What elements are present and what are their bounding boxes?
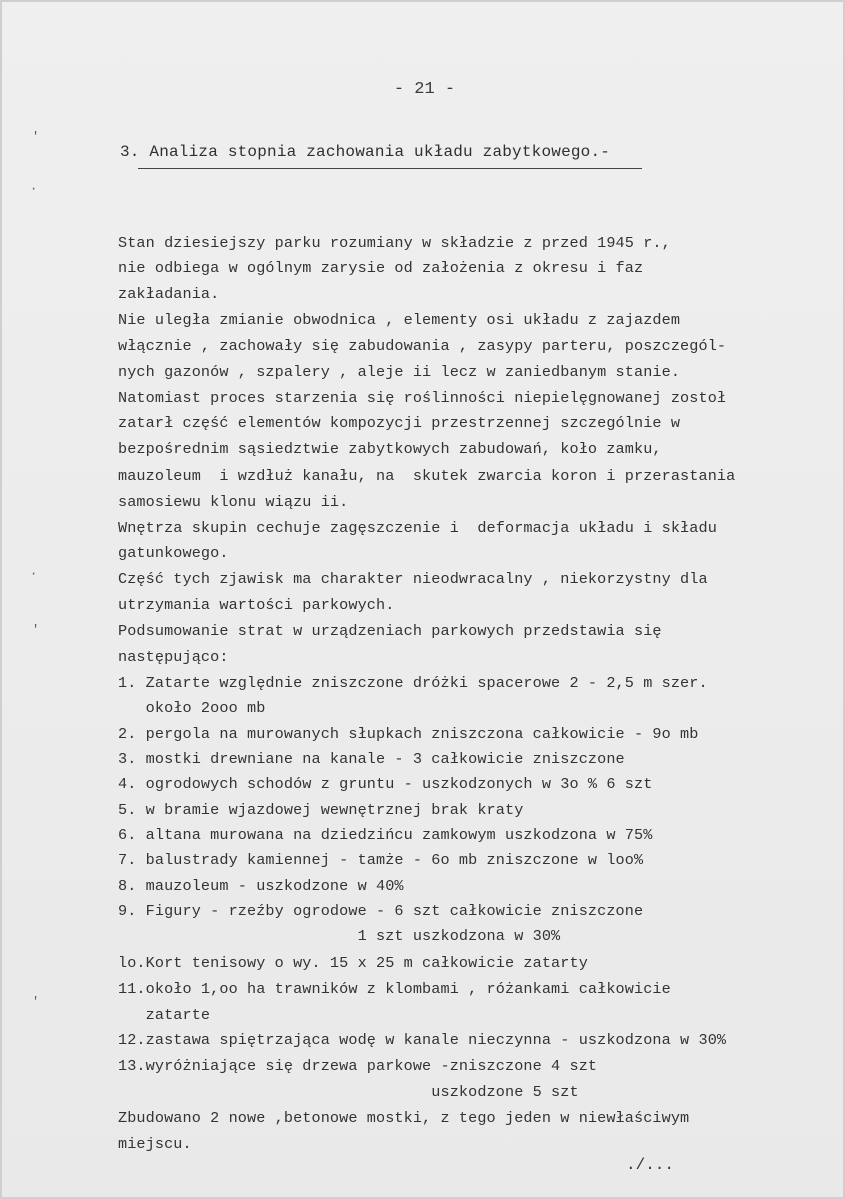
text-line: nie odbiega w ogólnym zarysie od założenia z okresu i faz <box>118 259 644 277</box>
text-line: 9. Figury - rzeźby ogrodowe - 6 szt całkowicie zniszczone <box>118 902 644 920</box>
text-line: 1 szt uszkodzona w 30% <box>118 927 561 945</box>
text-line: 13.wyróżniające się drzewa parkowe -zniszczone 4 szt <box>118 1057 598 1075</box>
text-line: 7. balustrady kamiennej - tamże - 6o mb zniszczone w loo% <box>118 851 644 869</box>
text-line: 12.zastawa spiętrzająca wodę w kanale nieczynna - uszkodzona w 30% <box>118 1031 727 1049</box>
text-line: 11.około 1,oo ha trawników z klombami , różankami całkowicie <box>118 980 671 998</box>
continuation-mark: ./... <box>626 1156 675 1174</box>
margin-tick: ' <box>32 995 40 1009</box>
text-line: 1. Zatarte względnie zniszczone dróżki spacerowe 2 - 2,5 m szer. <box>118 674 708 692</box>
text-line: lo.Kort tenisowy o wy. 15 x 25 m całkowicie zatarty <box>118 954 588 972</box>
text-line: mauzoleum i wzdłuż kanału, na skutek zwarcia koron i przerastania <box>118 467 736 485</box>
text-line: gatunkowego. <box>118 544 229 562</box>
text-line: bezpośrednim sąsiedztwie zabytkowych zabudowań, koło zamku, <box>118 440 662 458</box>
text-line: zakładania. <box>118 285 220 303</box>
text-line: 3. mostki drewniane na kanale - 3 całkowicie zniszczone <box>118 750 625 768</box>
text-line: Stan dziesiejszy parku rozumiany w składzie z przed 1945 r., <box>118 234 671 252</box>
margin-tick: · <box>30 567 38 581</box>
text-line: uszkodzone 5 szt <box>118 1083 579 1101</box>
page-number: - 21 - <box>393 80 456 99</box>
text-line: 6. altana murowana na dziedzińcu zamkowym uszkodzona w 75% <box>118 826 653 844</box>
text-line: samosiewu klonu wiązu ii. <box>118 493 349 511</box>
text-line: około 2ooo mb <box>118 699 266 717</box>
margin-tick: · <box>30 182 38 196</box>
text-line: Zbudowano 2 nowe ,betonowe mostki, z tego jeden w niewłaściwym <box>118 1109 690 1127</box>
text-line: zatarte <box>118 1006 211 1024</box>
text-line: miejscu. <box>118 1135 192 1153</box>
text-line: 5. w bramie wjazdowej wewnętrznej brak kraty <box>118 801 524 819</box>
section-heading: 3. Analiza stopnia zachowania układu zabytkowego.- <box>120 143 611 161</box>
text-line: Wnętrza skupin cechuje zagęszczenie i deformacja układu i składu <box>118 519 717 537</box>
text-line: 2. pergola na murowanych słupkach zniszczona całkowicie - 9o mb <box>118 725 699 743</box>
text-line: 8. mauzoleum - uszkodzone w 40% <box>118 877 404 895</box>
text-line: nych gazonów , szpalery , aleje ii lecz w zaniedbanym stanie. <box>118 363 681 381</box>
text-line: 4. ogrodowych schodów z gruntu - uszkodzonych w 3o % 6 szt <box>118 775 653 793</box>
margin-tick: ' <box>32 623 40 637</box>
text-line: zatarł część elementów kompozycji przestrzennej szczególnie w <box>118 414 681 432</box>
heading-underline <box>138 168 642 169</box>
text-line: Nie uległa zmianie obwodnica , elementy osi układu z zajazdem <box>118 311 681 329</box>
text-line: włącznie , zachowały się zabudowania , zasypy parteru, poszczegól- <box>118 337 727 355</box>
text-line: Część tych zjawisk ma charakter nieodwracalny , niekorzystny dla <box>118 570 708 588</box>
text-line: następująco: <box>118 648 229 666</box>
text-line: Podsumowanie strat w urządzeniach parkowych przedstawia się <box>118 622 662 640</box>
text-line: Natomiast proces starzenia się roślinności niepielęgnowanej zostoł <box>118 389 727 407</box>
text-line: utrzymania wartości parkowych. <box>118 596 395 614</box>
margin-tick: ' <box>32 130 40 144</box>
